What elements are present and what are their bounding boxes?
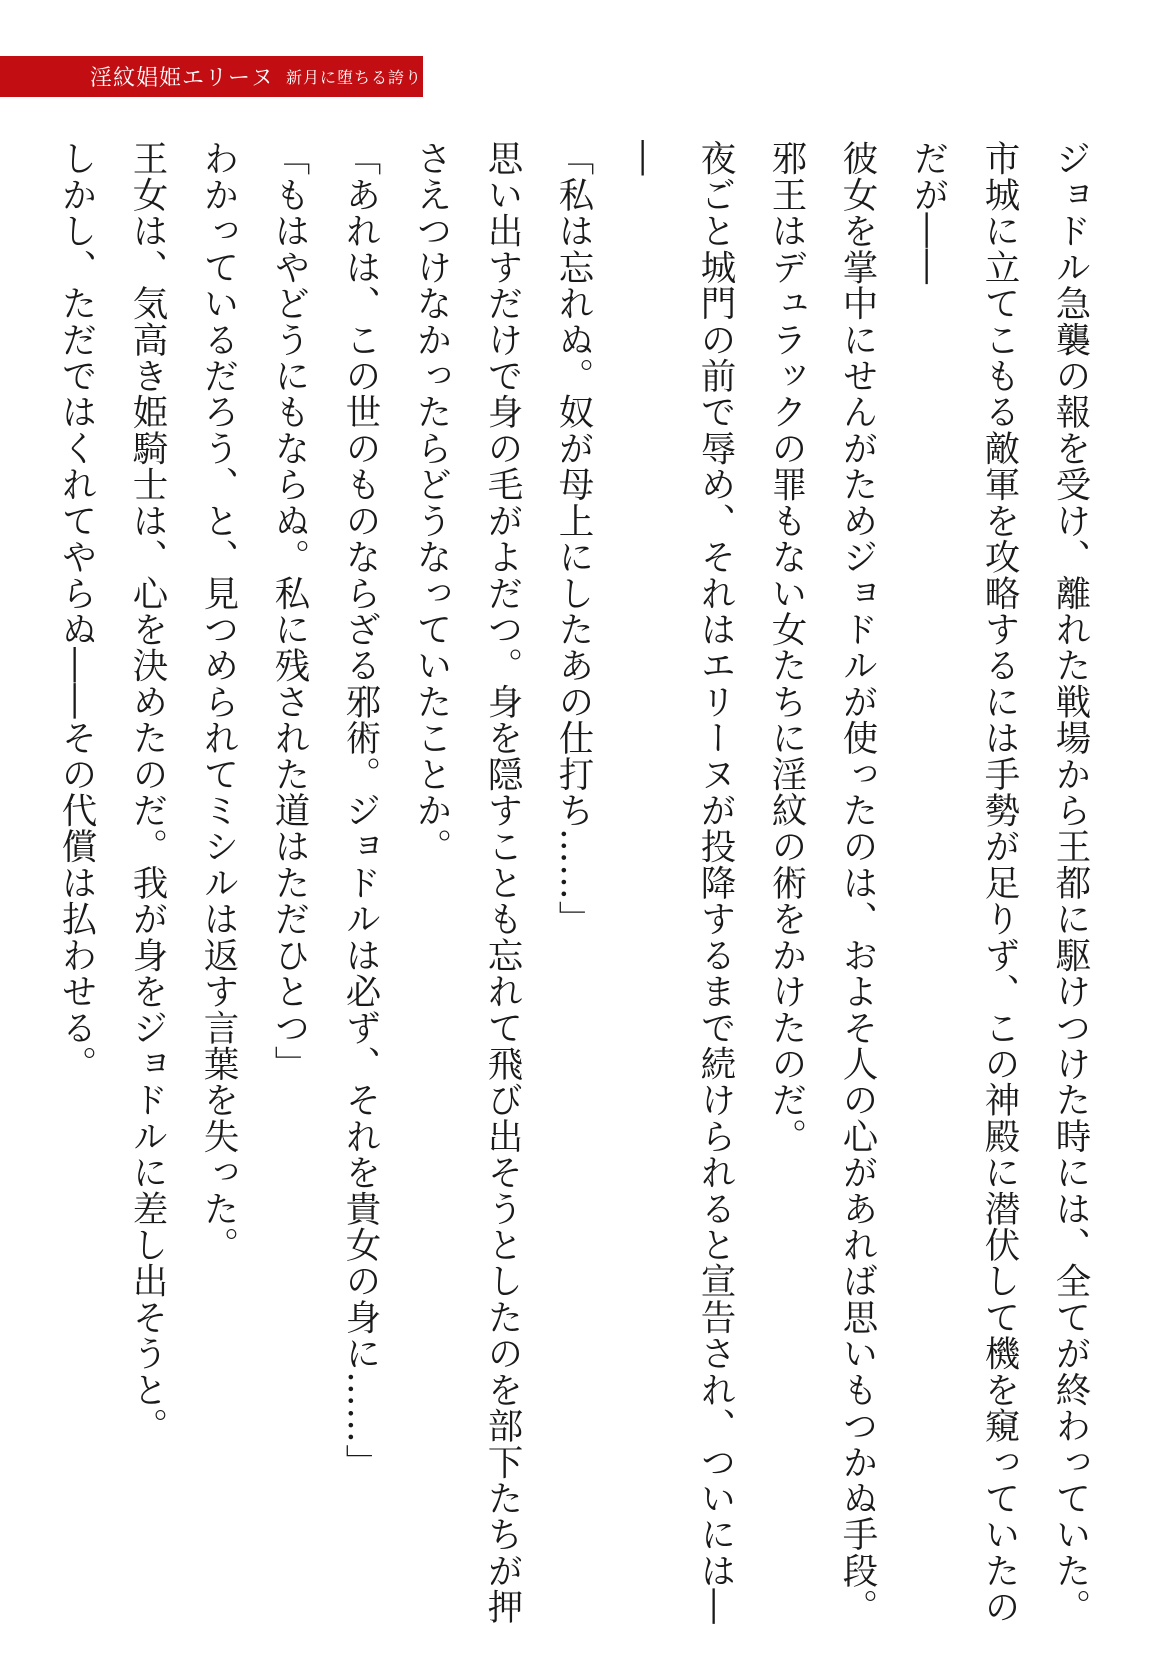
paragraph-6: 「あれは、この世のものならざる邪術。ジョドルは必ず、それを貴女の身に……」: [340, 140, 381, 1480]
paragraph-3: 夜ごと城門の前で辱め、それはエリーヌが投降するまで続けられると宣告され、ついには――: [624, 140, 736, 1625]
series-title-banner: [0, 56, 423, 97]
paragraph-10: しかし、ただではくれてやらぬ――その代償は払わせる。: [56, 140, 97, 1082]
paragraph-2: 彼女を掌中にせんがためジョドルが使ったのは、およそ人の心があれば思いもつかぬ手段。邪王はデュラックの罪もない女たちに淫紋の術をかけたのだ。: [766, 140, 878, 1625]
paragraph-5: 思い出すだけで身の毛がよだつ。身を隠すことも忘れて飛び出そうとしたのを部下たちが押さえつけなかったらどうなっていたことか。: [411, 140, 523, 1625]
vertical-body-text: [56, 140, 1106, 1630]
paragraph-7: 「もはやどうにもならぬ。私に残された道はただひとつ」: [269, 140, 310, 1082]
paragraph-8: わかっているだろう、と、見つめられてミシルは返す言葉を失った。: [198, 140, 239, 1263]
paragraph-9: 王女は、気高き姫騎士は、心を決めたのだ。我が身をジョドルに差し出そうと。: [127, 140, 168, 1444]
paragraph-1: ジョドル急襲の報を受け、離れた戦場から王都に駆けつけた時には、全てが終わっていた。市城に立てこもる敵軍を攻略するには手勢が足りず、この神殿に潜伏して機を窺っていたのだが――: [908, 140, 1091, 1625]
chapter-subtitle: 新月に堕ちる誇り: [286, 68, 423, 87]
series-title: 淫紋娼姫エリーヌ: [90, 66, 275, 91]
paragraph-4: 「私は忘れぬ。奴が母上にしたあの仕打ち……」: [553, 140, 594, 937]
